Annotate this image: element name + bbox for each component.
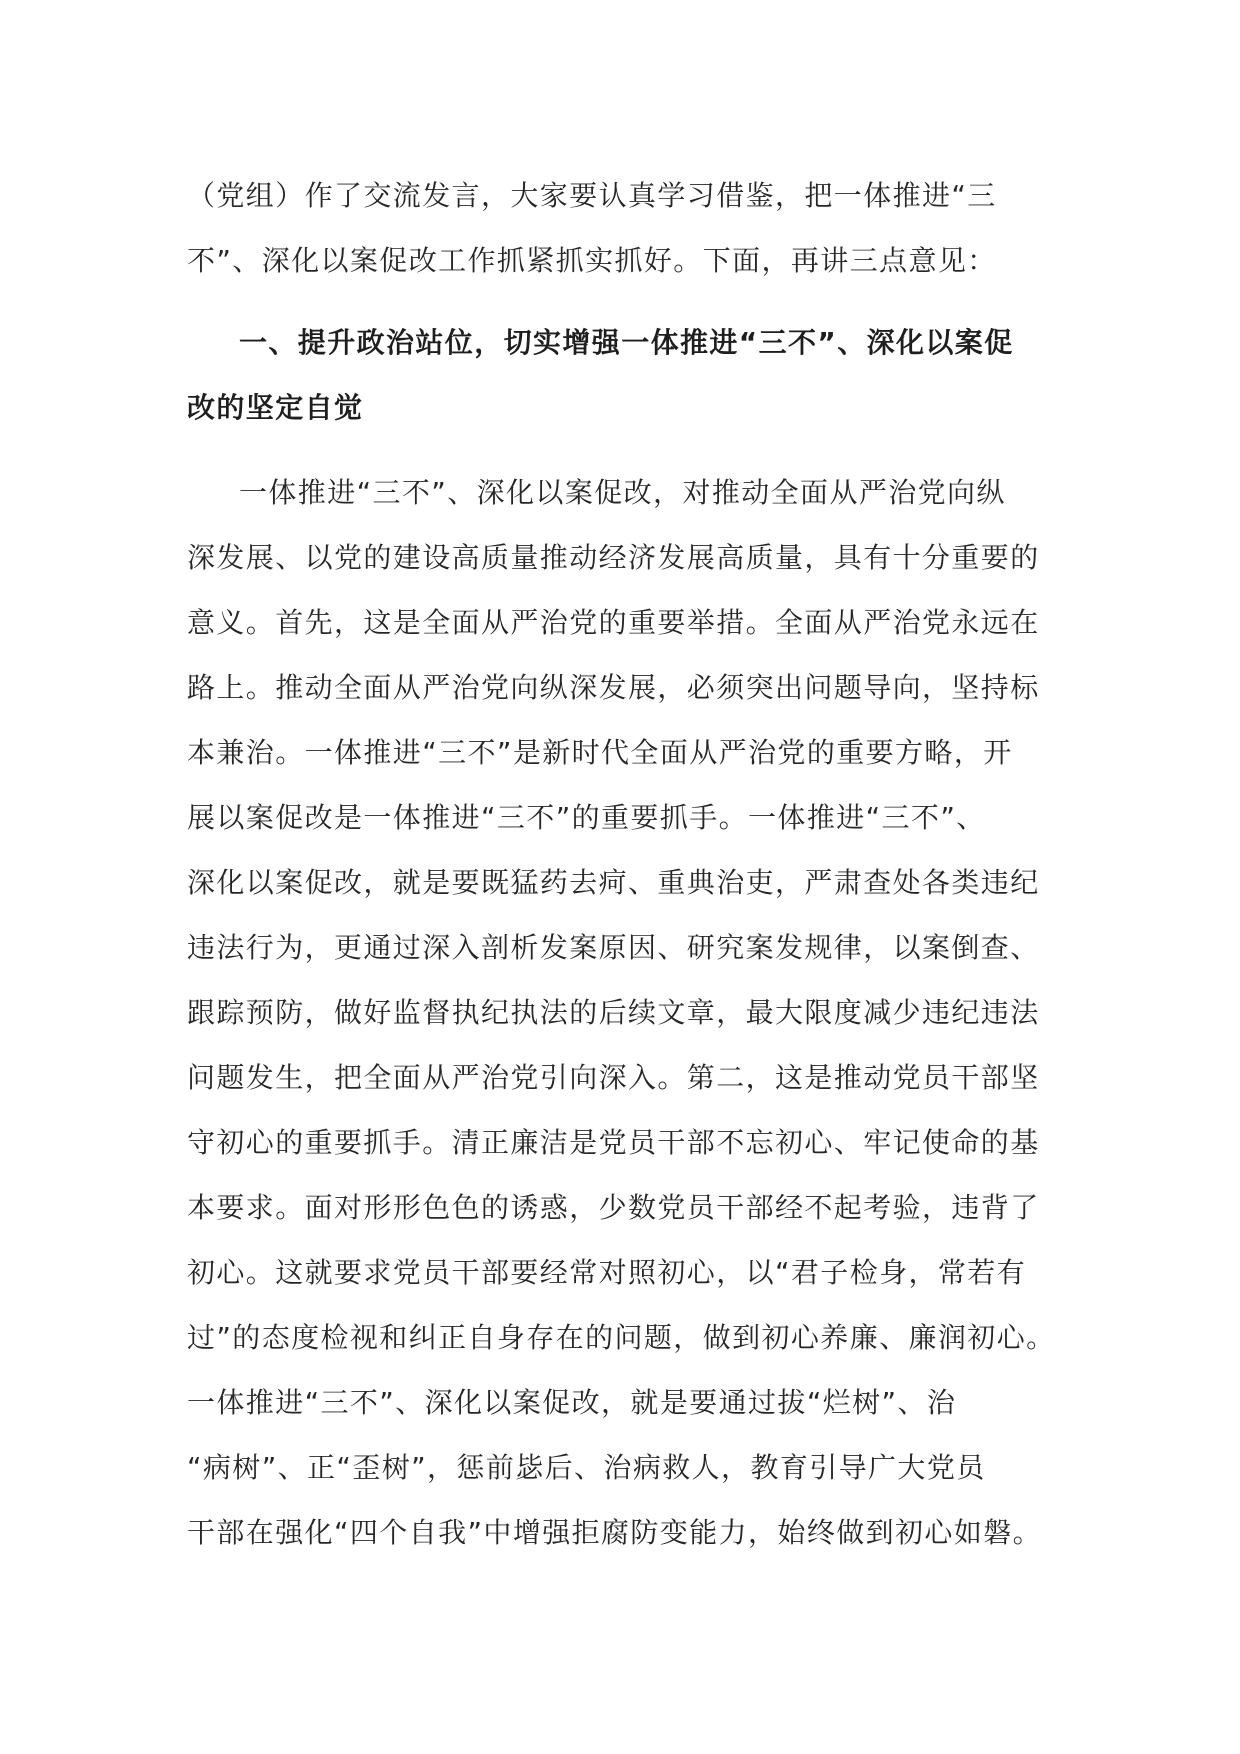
text-line: 本兼治。一体推进“三不”是新时代全面从严治党的重要方略，开 bbox=[187, 736, 1013, 769]
text-line: 守初心的重要抓手。清正廉洁是党员干部不忘初心、牢记使命的基 bbox=[187, 1126, 1040, 1159]
text-line: （党组）作了交流发言，大家要认真学习借鉴，把一体推进“三 bbox=[187, 179, 997, 212]
text-line: 违法行为，更通过深入剖析发案原因、研究案发规律，以案倒查、 bbox=[187, 931, 1040, 964]
heading-line: 一、提升政治站位，切实增强一体推进“三不”、深化以案促 bbox=[239, 326, 1014, 359]
text-line: 问题发生，把全面从严治党引向深入。第二，这是推动党员干部坚 bbox=[187, 1061, 1040, 1094]
text-line: 跟踪预防，做好监督执纪执法的后续文章，最大限度减少违纪违法 bbox=[187, 996, 1040, 1029]
text-line: 不”、深化以案促改工作抓紧抓实抓好。下面，再讲三点意见： bbox=[187, 244, 997, 277]
text-line: 深化以案促改，就是要既猛药去疴、重典治吏，严肃查处各类违纪 bbox=[187, 866, 1040, 899]
text-line: 过”的态度检视和纠正自身存在的问题，做到初心养廉、廉润初心。 bbox=[187, 1321, 1056, 1354]
text-line: 一体推进“三不”、深化以案促改，对推动全面从严治党向纵 bbox=[239, 476, 1006, 509]
text-line: 本要求。面对形形色色的诱惑，少数党员干部经不起考验，违背了 bbox=[187, 1191, 1040, 1224]
section-heading bbox=[187, 310, 1055, 440]
text-line: 路上。推动全面从严治党向纵深发展，必须突出问题导向，坚持标 bbox=[187, 671, 1040, 704]
text-line: 展以案促改是一体推进“三不”的重要抓手。一体推进“三不”、 bbox=[187, 801, 986, 834]
text-line: 意义。首先，这是全面从严治党的重要举措。全面从严治党永远在 bbox=[187, 606, 1040, 639]
text-line: 干部在强化“四个自我”中增强拒腐防变能力，始终做到初心如磐。 bbox=[187, 1516, 1043, 1549]
heading-line: 改的坚定自觉 bbox=[187, 391, 364, 424]
text-line: 深发展、以党的建设高质量推动经济发展高质量，具有十分重要的 bbox=[187, 541, 1040, 574]
body-paragraph bbox=[187, 460, 1055, 1565]
intro-paragraph bbox=[187, 163, 1055, 293]
text-line: 初心。这就要求党员干部要经常对照初心，以“君子检身，常若有 bbox=[187, 1256, 1027, 1289]
text-line: “病树”、正“歪树”，惩前毖后、治病救人，教育引导广大党员 bbox=[187, 1451, 986, 1484]
text-line: 一体推进“三不”、深化以案促改，就是要通过拔“烂树”、治 bbox=[187, 1386, 957, 1419]
